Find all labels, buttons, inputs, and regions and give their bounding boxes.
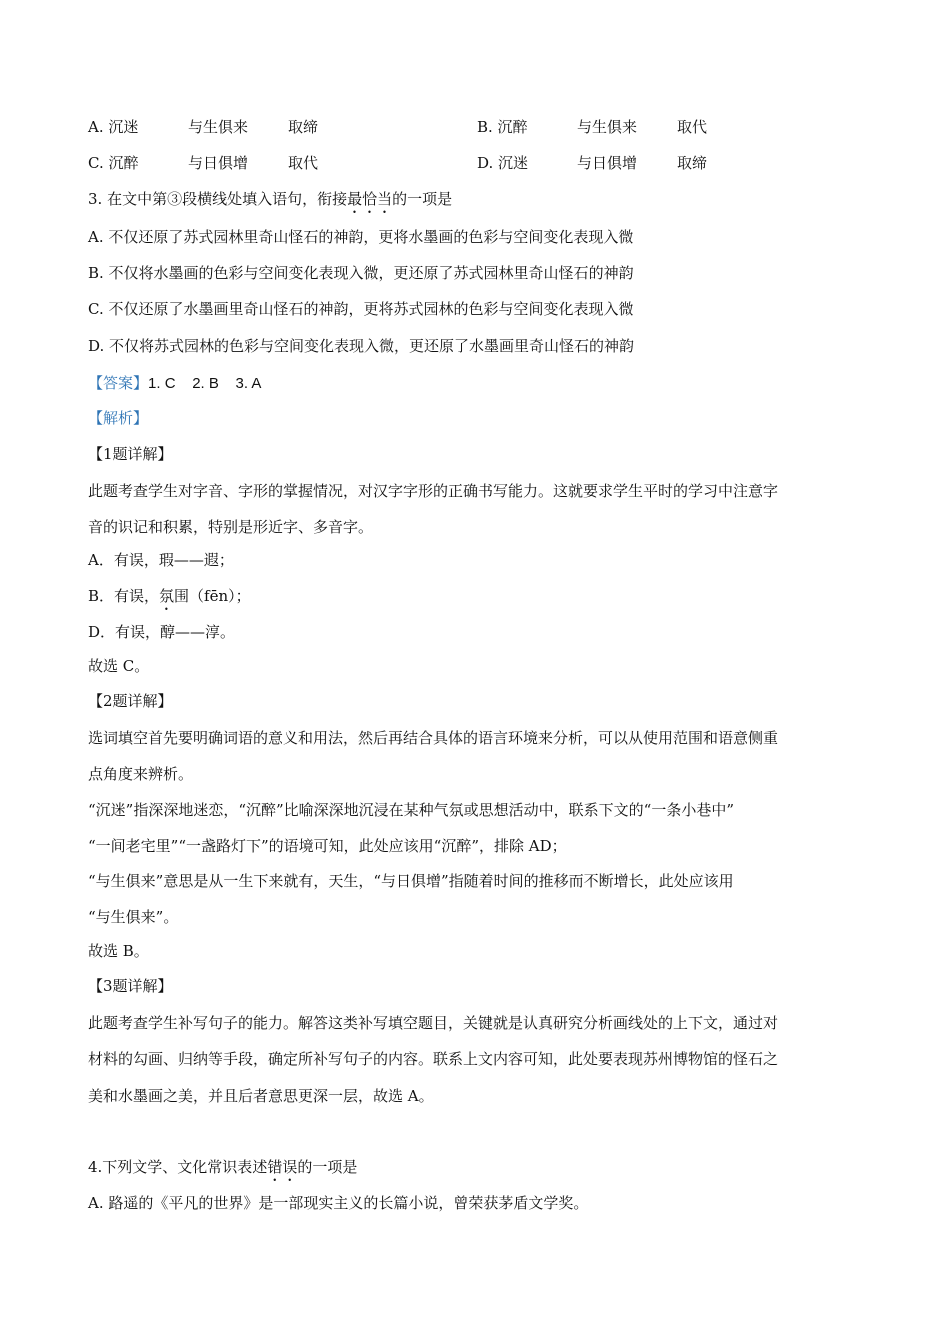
analysis-tag: 【解析】 — [88, 409, 149, 427]
q1-detail-heading: 【1题详解】 — [88, 445, 173, 463]
q3-detail-line: 此题考查学生补写句子的能力。解答这类补写填空题目，关键就是认真研究分析画线处的上下文，通过对 — [88, 1014, 779, 1032]
q2-detail-line: 选词填空首先要明确词语的意义和用法，然后再结合具体的语言环境来分析，可以从使用范围和语意侧重 — [88, 729, 779, 747]
q3-detail-heading: 【3题详解】 — [88, 977, 173, 995]
q4-stem-text-end: 的一项是 — [297, 1158, 358, 1176]
q3-stem-text-end: 的一项是 — [392, 190, 453, 208]
option-label: D. 沉迷 — [477, 154, 529, 172]
q2-detail-line: “沉迷”指深深地迷恋，“沉醉”比喻深深地沉浸在某种气氛或思想活动中，联系下文的“一条小巷中” — [88, 801, 735, 819]
q4-stem — [88, 1156, 357, 1185]
option-word: 与日俱增 — [577, 154, 638, 172]
q3-option-c: C. 不仅还原了水墨画里奇山怪石的神韵，更将苏式园林的色彩与空间变化表现入微 — [88, 300, 634, 318]
q3-option-b: B. 不仅将水墨画的色彩与空间变化表现入微，更还原了苏式园林里奇山怪石的神韵 — [88, 264, 634, 282]
q1-detail-b-emphasis: 氛 — [159, 587, 175, 605]
option-label: C. 沉醉 — [88, 154, 139, 172]
q2-detail-line: “与生俱来”意思是从一生下来就有，天生，“与日俱增”指随着时间的推移而不断增长，此处应该用 — [88, 872, 734, 890]
q4-stem-emphasis: 错误 — [267, 1158, 298, 1176]
option-word: 与日俱增 — [188, 154, 249, 172]
option-word: 取代 — [677, 118, 708, 136]
answer-line — [88, 372, 261, 395]
option-word: 取代 — [288, 154, 319, 172]
q2-detail-heading: 【2题详解】 — [88, 692, 173, 710]
option-word: 与生俱来 — [577, 118, 638, 136]
answer-tag: 【答案】 — [88, 374, 149, 392]
q1-detail-b-text: B．有误， — [88, 587, 160, 605]
q2-detail-conclusion: 故选 B。 — [88, 942, 149, 960]
q3-option-d: D. 不仅将苏式园林的色彩与空间变化表现入微，更还原了水墨画里奇山怪石的神韵 — [88, 337, 635, 355]
q1-detail-d: D．有误，醇——淳。 — [88, 623, 236, 641]
q2-option-c — [88, 152, 318, 174]
q2-detail-line: 点角度来辨析。 — [88, 765, 194, 783]
q4-stem-text: 4.下列文学、文化常识表述 — [88, 1158, 268, 1176]
q1-detail-conclusion: 故选 C。 — [88, 657, 150, 675]
q3-stem — [88, 188, 452, 217]
q2-option-b — [477, 116, 707, 138]
q3-detail-line: 美和水墨画之美，并且后者意思更深一层，故选 A。 — [88, 1087, 434, 1105]
q4-option-a: A. 路遥的《平凡的世界》是一部现实主义的长篇小说，曾荣获茅盾文学奖。 — [88, 1194, 589, 1212]
q2-option-d — [477, 152, 707, 174]
q2-detail-line: “与生俱来”。 — [88, 908, 179, 926]
q1-detail-line: 音的识记和积累，特别是形近字、多音字。 — [88, 518, 374, 536]
q1-detail-line: A．有误，瑕——遐； — [88, 551, 234, 569]
option-label: B. 沉醉 — [477, 118, 528, 136]
q3-option-a: A. 不仅还原了苏式园林里奇山怪石的神韵，更将水墨画的色彩与空间变化表现入微 — [88, 228, 634, 246]
answer-text: 1. C 2. B 3. A — [148, 375, 262, 392]
q2-option-a — [88, 116, 318, 138]
q1-detail-b — [88, 585, 251, 614]
option-word: 取缔 — [288, 118, 319, 136]
option-word: 取缔 — [677, 154, 708, 172]
q3-stem-emphasis: 最恰当 — [347, 190, 393, 208]
option-label: A. 沉迷 — [88, 118, 139, 136]
q3-detail-line: 材料的勾画、归纳等手段，确定所补写句子的内容。联系上文内容可知，此处要表现苏州博物馆的怪石之 — [88, 1050, 779, 1068]
q3-stem-text: 3. 在文中第③段横线处填入语句，衔接 — [88, 190, 348, 208]
q1-detail-b-text-end: 围（fēn）； — [174, 587, 251, 605]
q2-detail-line: “一间老宅里”“一盏路灯下”的语境可知，此处应该用“沉醉”，排除 AD； — [88, 837, 567, 855]
option-word: 与生俱来 — [188, 118, 249, 136]
q1-detail-line: 此题考查学生对字音、字形的掌握情况，对汉字字形的正确书写能力。这就要求学生平时的学习中注意字 — [88, 482, 779, 500]
